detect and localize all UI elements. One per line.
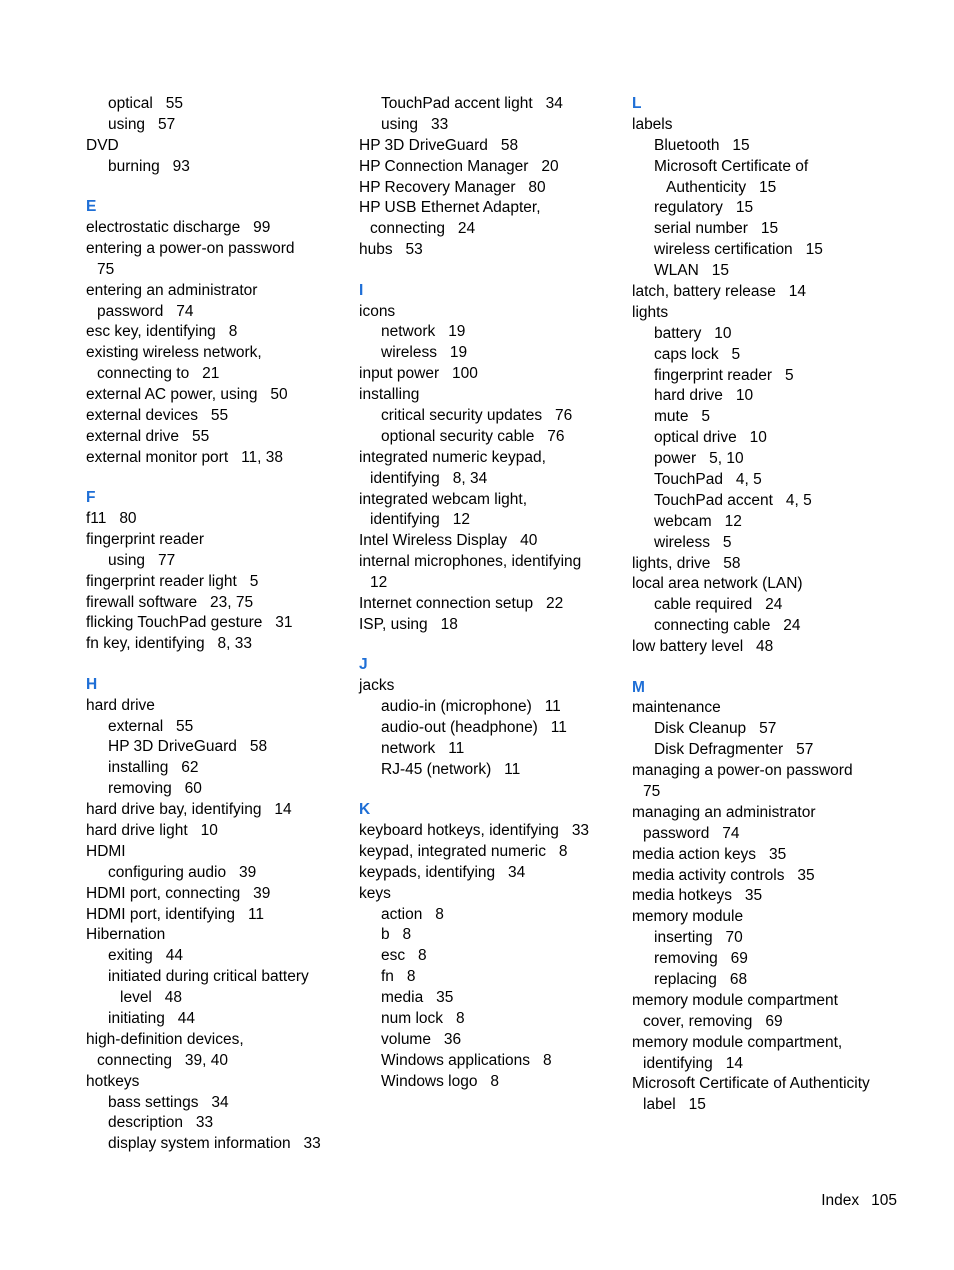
index-entry: identifying 12: [370, 511, 470, 529]
index-subentry: RJ-45 (network) 11: [381, 760, 521, 778]
index-subentry: optical 55: [108, 95, 183, 112]
index-subentry: wireless 5: [654, 533, 732, 551]
index-subentry: battery 10: [654, 324, 732, 342]
index-subentry: exiting 44: [108, 947, 183, 965]
index-subentry: mute 5: [654, 408, 710, 426]
index-letter-heading: M: [632, 678, 645, 696]
index-entry: memory module: [632, 908, 744, 926]
index-entry: connecting 24: [370, 220, 476, 238]
index-entry: label 15: [643, 1096, 706, 1114]
index-letter-heading: L: [632, 95, 642, 112]
index-entry: existing wireless network,: [86, 344, 262, 362]
index-entry: lights, drive 58: [632, 554, 741, 572]
index-subentry: inserting 70: [654, 929, 743, 947]
index-subentry: b 8: [381, 926, 412, 944]
index-subentry: using 77: [108, 551, 176, 569]
index-subentry: serial number 15: [654, 220, 779, 238]
index-entry: low battery level 48: [632, 638, 774, 656]
index-entry: HP Connection Manager 20: [359, 157, 559, 175]
section-spacer: [86, 178, 348, 198]
index-letter-heading: F: [86, 489, 96, 507]
index-entry: icons: [359, 302, 396, 320]
index-subentry: network 19: [381, 323, 466, 341]
index-letter-heading: I: [359, 281, 364, 299]
index-subentry: caps lock 5: [654, 345, 741, 363]
index-entry: 12: [370, 574, 388, 592]
index-entry: memory module compartment,: [632, 1033, 843, 1051]
index-entry: f11 80: [86, 510, 137, 528]
index-subentry: regulatory 15: [654, 199, 754, 217]
index-column-3: [632, 94, 894, 1116]
index-subentry: wireless 19: [381, 344, 468, 362]
index-entry: media hotkeys 35: [632, 887, 763, 905]
index-entry: HDMI port, connecting 39: [86, 884, 271, 902]
index-subentry: esc 8: [381, 947, 427, 965]
index-entry: hubs 53: [359, 241, 423, 259]
index-subentry: volume 36: [381, 1030, 462, 1048]
index-subentry: Disk Defragmenter 57: [654, 741, 814, 759]
index-entry: Intel Wireless Display 40: [359, 532, 538, 550]
index-entry: identifying 14: [643, 1054, 743, 1072]
index-entry: hard drive light 10: [86, 822, 218, 839]
index-entry: lights: [632, 303, 669, 321]
section-spacer: [359, 781, 621, 801]
index-entry: integrated numeric keypad,: [359, 448, 546, 466]
index-subentry: Windows applications 8: [381, 1051, 552, 1069]
index-entry: Microsoft Certificate of Authenticity: [632, 1075, 870, 1093]
index-subentry: connecting cable 24: [654, 617, 801, 635]
index-entry: 75: [97, 260, 115, 278]
index-entry: external AC power, using 50: [86, 386, 288, 404]
index-subentry: burning 93: [108, 157, 190, 175]
index-subentry: Disk Cleanup 57: [654, 720, 777, 738]
index-subentry: removing 69: [654, 950, 748, 968]
index-letter-heading: K: [359, 801, 371, 819]
index-column-1: [86, 94, 348, 1155]
index-subentry: Bluetooth 15: [654, 136, 750, 154]
index-subentry: Windows logo 8: [381, 1072, 500, 1090]
index-entry: memory module compartment: [632, 991, 838, 1009]
index-subentry: installing 62: [108, 759, 199, 777]
index-subentry: using 33: [381, 115, 449, 133]
index-subentry: wireless certification 15: [654, 241, 823, 259]
index-entry: HP Recovery Manager 80: [359, 178, 546, 196]
index-entry: firewall software 23, 75: [86, 593, 254, 611]
index-subentry: using 57: [108, 115, 176, 133]
index-subentry: description 33: [108, 1114, 214, 1132]
index-entry: ISP, using 18: [359, 615, 458, 633]
section-spacer: [359, 261, 621, 281]
index-subentry: display system information 33: [108, 1135, 321, 1153]
index-entry: cover, removing 69: [643, 1012, 783, 1030]
section-spacer: [359, 636, 621, 656]
index-entry: Internet connection setup 22: [359, 594, 564, 612]
index-letter-heading: E: [86, 198, 97, 216]
index-subentry: external 55: [108, 717, 194, 735]
index-subentry: fingerprint reader 5: [654, 366, 794, 384]
index-entry: electrostatic discharge 99: [86, 218, 271, 236]
index-subentry: removing 60: [108, 780, 202, 798]
index-entry: hard drive: [86, 696, 155, 714]
index-entry: external devices 55: [86, 406, 229, 424]
section-spacer: [632, 658, 894, 678]
index-entry: DVD: [86, 136, 119, 154]
index-entry: fn key, identifying 8, 33: [86, 635, 253, 653]
index-entry: password 74: [97, 302, 194, 320]
index-entry: external monitor port 11, 38: [86, 448, 284, 466]
index-entry: internal microphones, identifying: [359, 553, 582, 571]
index-letter-heading: H: [86, 675, 98, 693]
index-subentry: media 35: [381, 989, 454, 1007]
index-subentry: network 11: [381, 739, 465, 757]
index-entry: keypad, integrated numeric 8: [359, 842, 568, 860]
index-entry: fingerprint reader: [86, 530, 205, 548]
index-letter-heading: J: [359, 656, 368, 674]
index-subentry: level 48: [120, 989, 183, 1007]
index-entry: managing an administrator: [632, 803, 816, 821]
index-entry: external drive 55: [86, 427, 210, 445]
index-subentry: initiating 44: [108, 1010, 196, 1028]
index-subentry: TouchPad accent 4, 5: [654, 491, 812, 509]
index-entry: labels: [632, 115, 673, 133]
index-entry: jacks: [359, 677, 395, 695]
index-subentry: optional security cable 76: [381, 427, 565, 445]
index-subentry: replacing 68: [654, 971, 748, 989]
index-subentry: bass settings 34: [108, 1093, 229, 1111]
index-entry: connecting 39, 40: [97, 1051, 228, 1069]
index-subentry: critical security updates 76: [381, 406, 573, 424]
index-entry: entering a power-on password: [86, 239, 295, 257]
index-entry: HP USB Ethernet Adapter,: [359, 199, 541, 217]
page-number: 105: [871, 1192, 897, 1209]
index-entry: flicking TouchPad gesture 31: [86, 614, 293, 632]
index-entry: fingerprint reader light 5: [86, 572, 259, 590]
index-entry: local area network (LAN): [632, 575, 803, 593]
index-entry: HDMI: [86, 842, 126, 860]
index-subentry: fn 8: [381, 968, 416, 986]
index-entry: keys: [359, 884, 391, 902]
index-column-2: [359, 94, 621, 1093]
index-entry: password 74: [643, 824, 740, 842]
index-entry: identifying 8, 34: [370, 469, 488, 487]
index-entry: esc key, identifying 8: [86, 323, 238, 341]
index-entry: hard drive bay, identifying 14: [86, 801, 292, 819]
section-spacer: [86, 655, 348, 675]
index-entry: hotkeys: [86, 1072, 140, 1090]
index-subentry: cable required 24: [654, 596, 783, 614]
index-entry: managing a power-on password: [632, 762, 853, 780]
index-subentry: Authenticity 15: [666, 178, 777, 196]
index-entry: high-definition devices,: [86, 1030, 244, 1048]
index-subentry: HP 3D DriveGuard 58: [108, 738, 268, 756]
index-subentry: num lock 8: [381, 1010, 465, 1028]
index-entry: HP 3D DriveGuard 58: [359, 136, 519, 154]
index-subentry: optical drive 10: [654, 429, 767, 447]
index-entry: keypads, identifying 34: [359, 863, 526, 881]
index-subentry: audio-in (microphone) 11: [381, 698, 561, 716]
index-entry: Hibernation: [86, 926, 166, 944]
footer-label: Index: [821, 1192, 860, 1209]
index-subentry: audio-out (headphone) 11: [381, 718, 567, 736]
index-entry: media action keys 35: [632, 845, 787, 863]
index-entry: keyboard hotkeys, identifying 33: [359, 822, 590, 839]
index-entry: maintenance: [632, 699, 721, 717]
index-entry: installing: [359, 386, 420, 404]
index-entry: latch, battery release 14: [632, 283, 807, 301]
index-entry: HDMI port, identifying 11: [86, 905, 265, 923]
page-footer: [821, 1190, 897, 1211]
index-entry: input power 100: [359, 365, 478, 383]
index-subentry: hard drive 10: [654, 387, 754, 405]
index-entry: 75: [643, 783, 661, 800]
index-subentry: TouchPad 4, 5: [654, 471, 762, 489]
index-subentry: action 8: [381, 905, 444, 923]
index-subentry: TouchPad accent light 34: [381, 95, 563, 112]
index-subentry: WLAN 15: [654, 262, 729, 280]
index-subentry: power 5, 10: [654, 450, 744, 468]
index-entry: connecting to 21: [97, 365, 220, 383]
index-subentry: initiated during critical battery: [108, 968, 309, 986]
index-subentry: webcam 12: [654, 512, 742, 530]
index-subentry: Microsoft Certificate of: [654, 157, 809, 175]
index-entry: entering an administrator: [86, 281, 258, 299]
section-spacer: [86, 469, 348, 489]
index-subentry: configuring audio 39: [108, 863, 257, 881]
index-entry: integrated webcam light,: [359, 490, 528, 508]
index-entry: media activity controls 35: [632, 866, 815, 884]
